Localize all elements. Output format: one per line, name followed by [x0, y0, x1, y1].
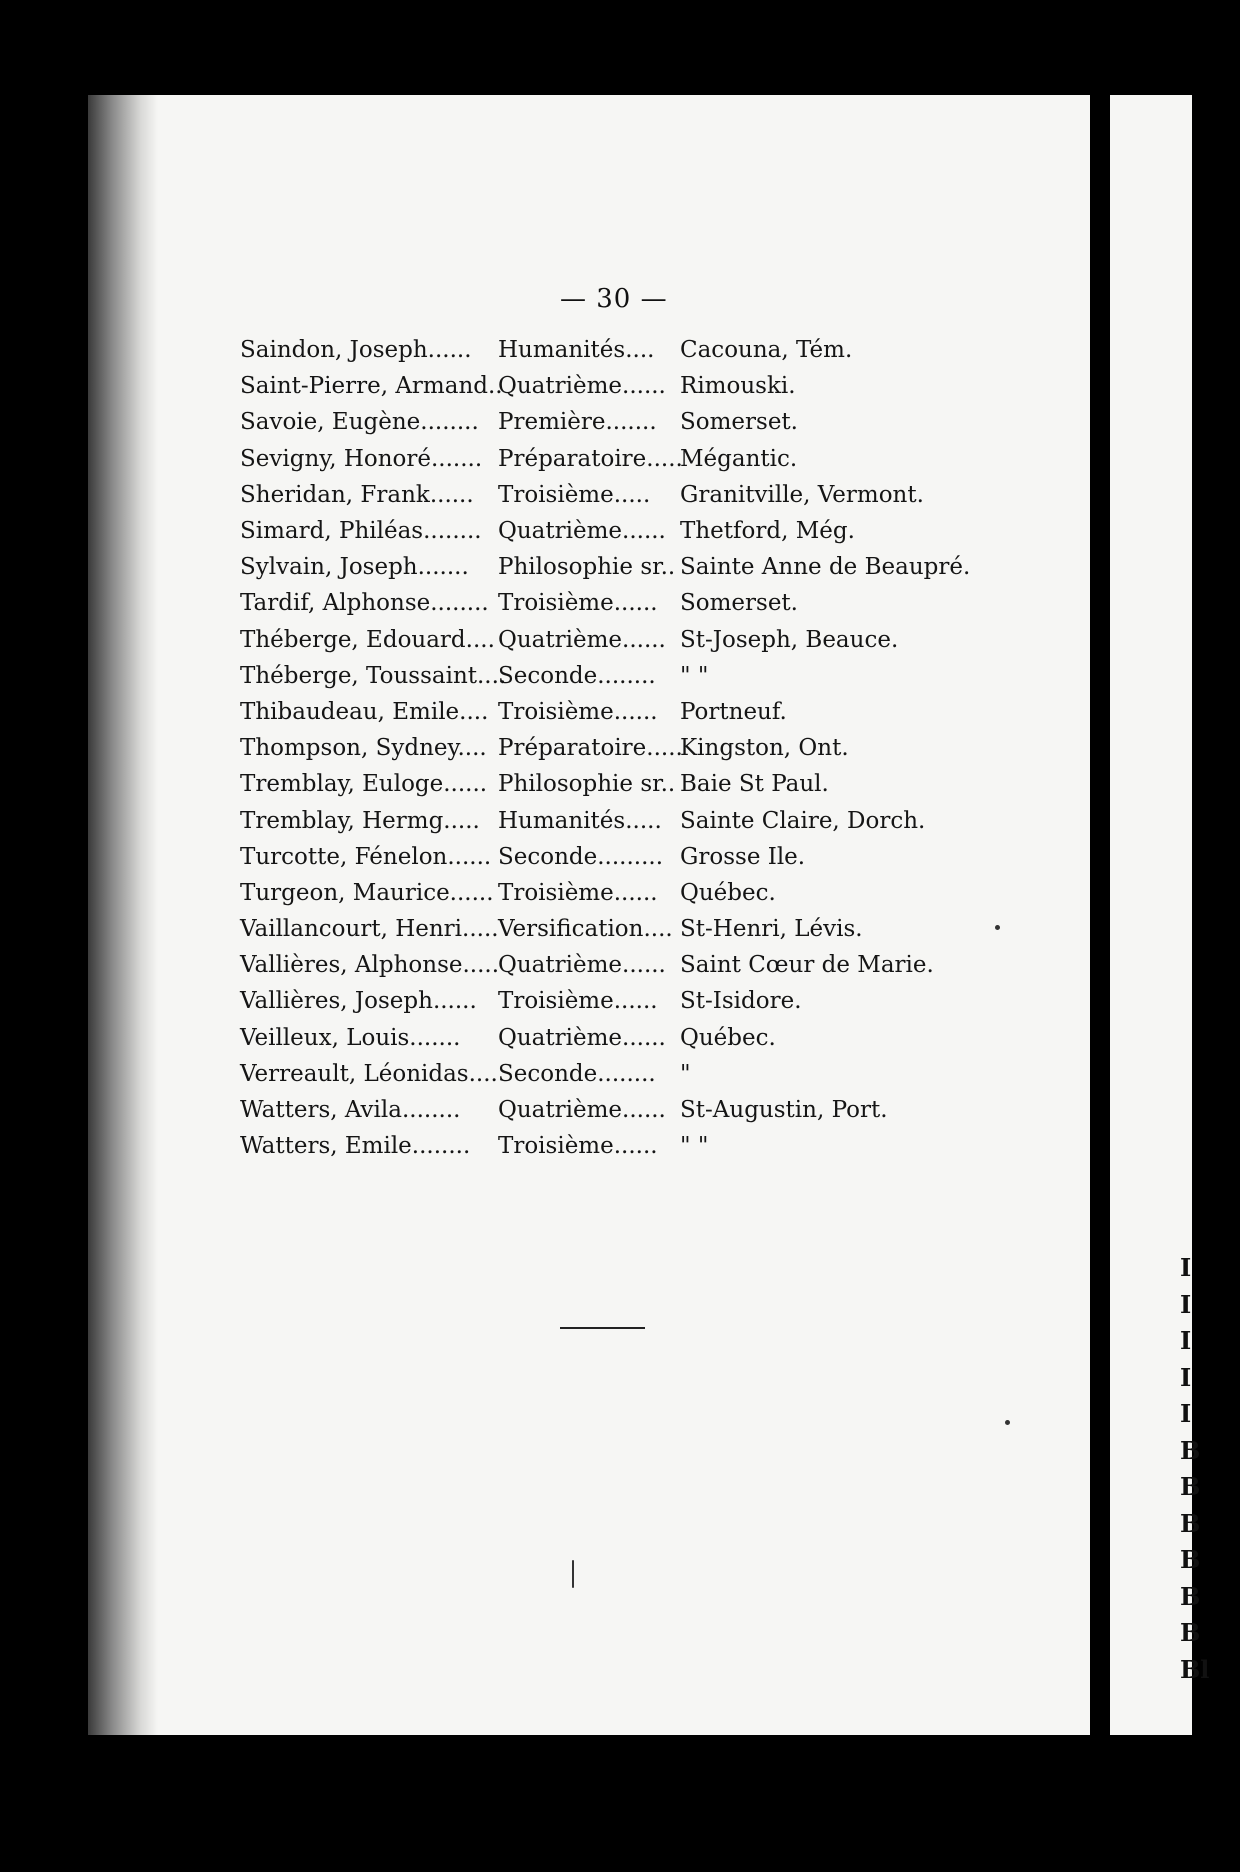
class-level: Philosophie sr.. — [498, 554, 676, 581]
list-row — [240, 875, 1080, 911]
next-page-letter: B — [1180, 1545, 1201, 1574]
hometown: Sainte Anne de Beaupré. — [680, 554, 971, 581]
hometown: Mégantic. — [680, 445, 798, 472]
hometown: Québec. — [680, 879, 776, 906]
class-level: Quatrième...... — [498, 518, 666, 545]
class-level: Préparatoire..... — [498, 735, 683, 762]
list-row — [240, 477, 1080, 513]
student-name: Vaillancourt, Henri..... — [240, 916, 499, 943]
hometown: Grosse Ile. — [680, 843, 806, 870]
list-row — [240, 441, 1080, 477]
next-page-letters — [1180, 1250, 1240, 1688]
student-name: Watters, Emile........ — [240, 1133, 471, 1160]
list-row — [240, 1092, 1080, 1128]
list-row — [240, 404, 1080, 440]
student-name: Saint-Pierre, Armand.. — [240, 373, 503, 400]
hometown: Portneuf. — [680, 698, 787, 725]
next-page-letter: B — [1180, 1581, 1201, 1611]
hometown: Québec. — [680, 1024, 776, 1051]
list-row — [240, 730, 1080, 766]
next-page-letter: I — [1180, 1326, 1192, 1355]
list-row — [240, 802, 1080, 838]
ink-speck — [1005, 1420, 1010, 1425]
next-page-letter: I — [1180, 1399, 1192, 1428]
student-name: Savoie, Eugène........ — [240, 409, 479, 436]
next-page-letter: I — [1180, 1253, 1192, 1282]
class-level: Préparatoire..... — [498, 445, 683, 472]
class-level: Seconde........ — [498, 1060, 656, 1087]
student-name: Thibaudeau, Emile.... — [240, 698, 489, 725]
hometown: " — [680, 1060, 691, 1087]
student-name: Tremblay, Euloge...... — [240, 771, 488, 798]
list-row — [240, 947, 1080, 983]
hometown: Granitville, Vermont. — [680, 481, 924, 508]
hometown: Baie St Paul. — [680, 771, 829, 798]
list-row — [240, 1020, 1080, 1056]
list-row — [240, 513, 1080, 549]
student-name: Vallières, Joseph...... — [240, 988, 477, 1015]
class-level: Troisième..... — [498, 481, 651, 508]
student-name: Watters, Avila........ — [240, 1097, 461, 1124]
class-level: Humanités..... — [498, 807, 662, 834]
student-name: Simard, Philéas........ — [240, 518, 482, 545]
student-name: Saindon, Joseph...... — [240, 337, 472, 364]
page-divider — [1090, 95, 1110, 1735]
list-row — [240, 694, 1080, 730]
class-level: Quatrième...... — [498, 1097, 666, 1124]
hometown: Saint Cœur de Marie. — [680, 952, 934, 979]
list-row — [240, 1056, 1080, 1092]
ink-speck — [995, 925, 1000, 930]
hometown: Rimouski. — [680, 373, 796, 400]
list-row — [240, 766, 1080, 802]
class-level: Troisième...... — [498, 988, 658, 1015]
next-page-letter: B — [1180, 1508, 1201, 1538]
class-level: Seconde........ — [498, 662, 656, 689]
gutter-shadow — [88, 95, 158, 1735]
list-row — [240, 622, 1080, 658]
student-name: Sylvain, Joseph....... — [240, 554, 469, 581]
class-level: Première....... — [498, 409, 657, 436]
student-name: Sevigny, Honoré....... — [240, 445, 483, 472]
next-page-letter: I — [1180, 1289, 1192, 1319]
hometown: " " — [680, 662, 709, 689]
list-row — [240, 332, 1080, 368]
hometown: St-Augustin, Port. — [680, 1097, 888, 1124]
class-level: Humanités.... — [498, 337, 655, 364]
list-row — [240, 549, 1080, 585]
student-name: Verreault, Léonidas.... — [240, 1060, 498, 1087]
student-name: Tardif, Alphonse........ — [240, 590, 489, 617]
next-page-letter: B — [1180, 1435, 1201, 1465]
list-row — [240, 585, 1080, 621]
class-level: Philosophie sr.. — [498, 771, 676, 798]
class-level: Troisième...... — [498, 1133, 658, 1160]
list-row — [240, 983, 1080, 1019]
student-name: Turcotte, Fénelon...... — [240, 843, 492, 870]
hometown: Sainte Claire, Dorch. — [680, 807, 926, 834]
class-level: Quatrième...... — [498, 373, 666, 400]
next-page-edge — [1110, 95, 1210, 1735]
hometown: Thetford, Még. — [680, 518, 855, 545]
end-rule — [560, 1327, 645, 1329]
class-level: Seconde......... — [498, 843, 664, 870]
next-page-letter: B — [1180, 1472, 1201, 1501]
class-level: Troisième...... — [498, 698, 658, 725]
hometown: Somerset. — [680, 590, 798, 617]
hometown: Somerset. — [680, 409, 798, 436]
student-name: Théberge, Toussaint.... — [240, 662, 507, 689]
list-row — [240, 658, 1080, 694]
class-level: Versification.... — [498, 916, 673, 943]
list-row — [240, 839, 1080, 875]
class-level: Quatrième...... — [498, 626, 666, 653]
next-page-letter: I — [1180, 1362, 1192, 1392]
list-row — [240, 1128, 1080, 1164]
student-name: Théberge, Edouard.... — [240, 626, 495, 653]
next-page-letter: B — [1180, 1618, 1201, 1647]
student-name: Tremblay, Hermg..... — [240, 807, 480, 834]
ink-mark — [572, 1560, 574, 1588]
hometown: " " — [680, 1133, 709, 1160]
class-level: Troisième...... — [498, 590, 658, 617]
student-name: Turgeon, Maurice...... — [240, 879, 494, 906]
hometown: Cacouna, Tém. — [680, 337, 853, 364]
hometown: St-Isidore. — [680, 988, 802, 1015]
student-name: Thompson, Sydney.... — [240, 735, 487, 762]
hometown: St-Henri, Lévis. — [680, 916, 863, 943]
student-list — [240, 332, 1080, 1164]
student-name: Veilleux, Louis....... — [240, 1024, 461, 1051]
list-row — [240, 368, 1080, 404]
student-name: Vallières, Alphonse..... — [240, 952, 500, 979]
class-level: Quatrième...... — [498, 1024, 666, 1051]
hometown: Kingston, Ont. — [680, 735, 849, 762]
page-number: — 30 — — [560, 284, 668, 314]
class-level: Quatrième...... — [498, 952, 666, 979]
class-level: Troisième...... — [498, 879, 658, 906]
next-page-letter: Bl — [1180, 1654, 1210, 1684]
student-name: Sheridan, Frank...... — [240, 481, 474, 508]
list-row — [240, 911, 1080, 947]
hometown: St-Joseph, Beauce. — [680, 626, 899, 653]
